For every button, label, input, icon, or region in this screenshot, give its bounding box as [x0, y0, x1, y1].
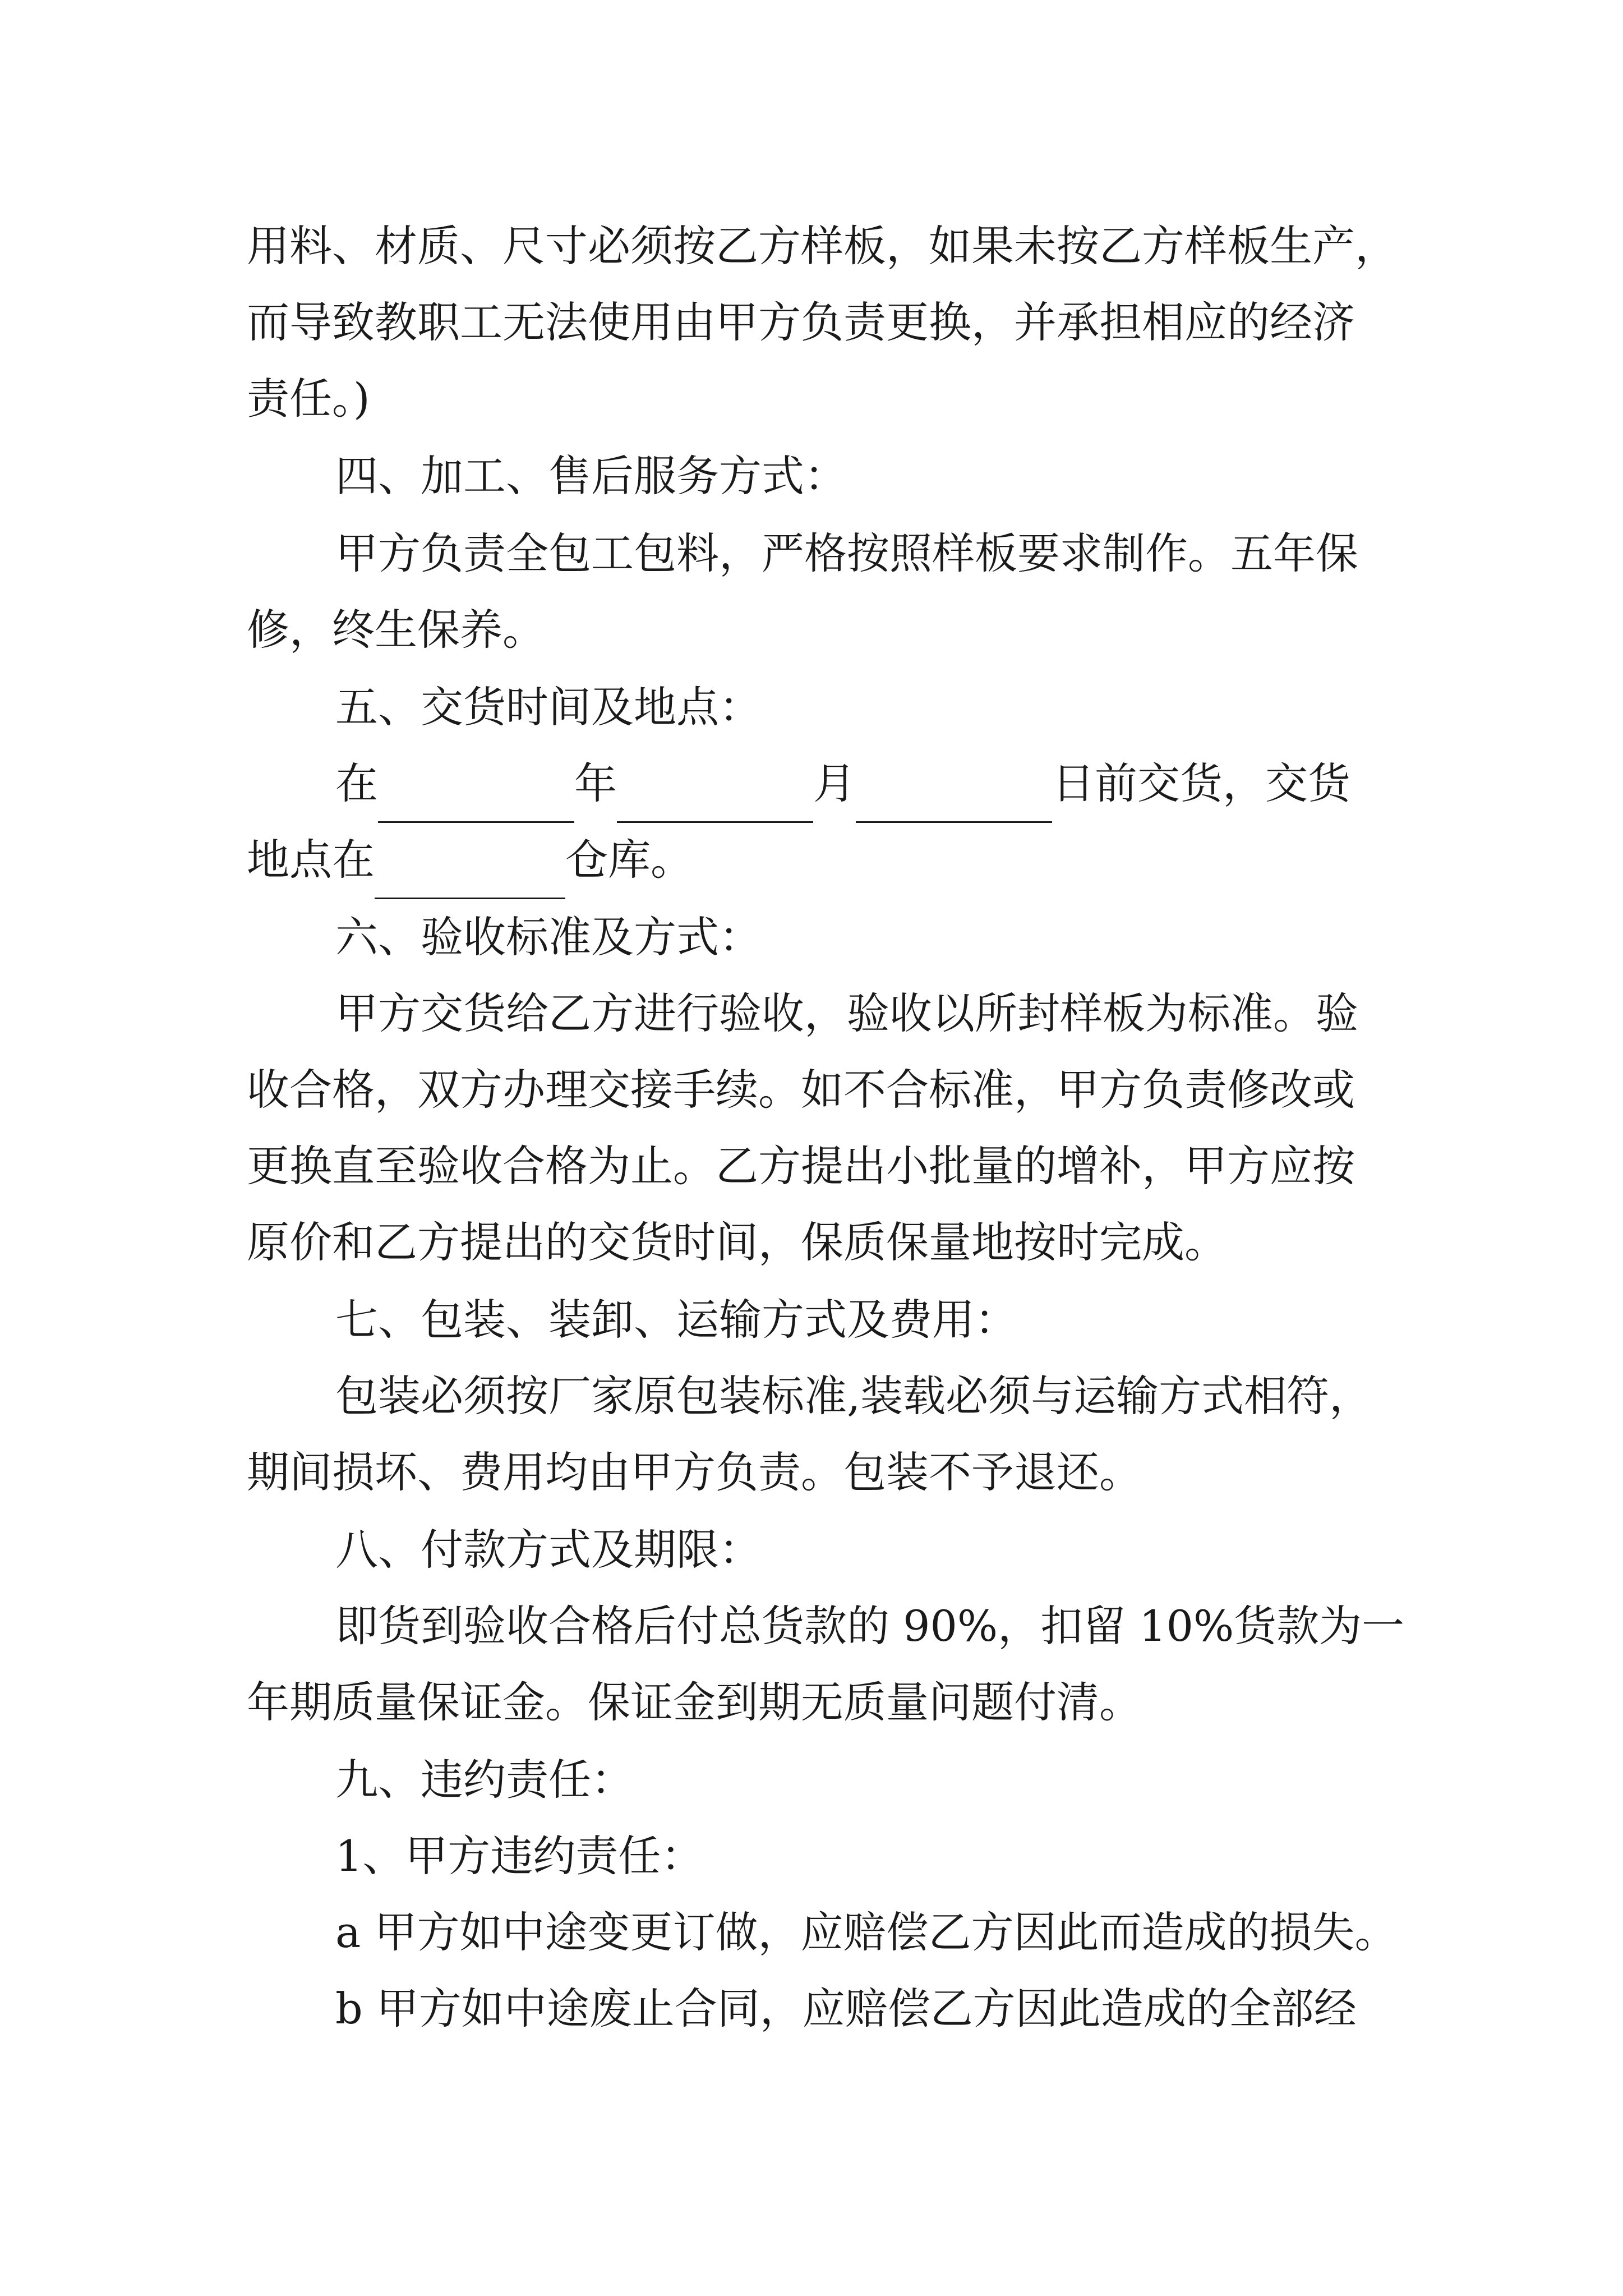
blank-year-field[interactable]	[378, 765, 574, 823]
text-line: 甲方交货给乙方进行验收，验收以所封样板为标准。验	[335, 988, 1358, 1038]
text-line: 甲方负责全包工包料，严格按照样板要求制作。五年保	[335, 528, 1358, 578]
text-line: 包装必须按厂家原包装标准,装载必须与运输方式相符，	[335, 1371, 1372, 1421]
location-fill-line	[247, 821, 1623, 899]
subsection-heading: 1、甲方违约责任：	[335, 1831, 704, 1881]
date-fill-line	[335, 744, 1623, 823]
blank-location-field[interactable]	[375, 841, 565, 899]
section-heading: 四、加工、售后服务方式：	[335, 451, 847, 501]
section-heading: 七、包装、装卸、运输方式及费用：	[335, 1295, 1017, 1345]
list-item: a 甲方如中途变更订做，应赔偿乙方因此而造成的损失。	[335, 1907, 1398, 1957]
text-segment: 年	[574, 758, 617, 808]
text-line: 更换直至验收合格为止。乙方提出小批量的增补，甲方应按	[247, 1141, 1355, 1191]
section-heading: 八、付款方式及期限：	[335, 1525, 762, 1575]
blank-month-field[interactable]	[617, 765, 813, 823]
text-line: 用料、材质、尺寸必须按乙方样板，如果未按乙方样板生产，	[247, 221, 1398, 271]
text-segment: 地点在	[247, 835, 375, 885]
text-line: 原价和乙方提出的交货时间，保质保量地按时完成。	[247, 1217, 1227, 1267]
section-heading: 五、交货时间及地点：	[335, 682, 762, 732]
text-line: 责任。)	[247, 374, 370, 424]
text-line: 期间损坏、费用均由甲方负责。包装不予退还。	[247, 1447, 1142, 1497]
text-segment: 月	[813, 758, 856, 808]
text-line: 即货到验收合格后付总货款的 90%，扣留 10%货款为一	[335, 1601, 1405, 1651]
blank-day-field[interactable]	[856, 765, 1052, 823]
text-line: 修，终生保养。	[247, 605, 545, 655]
text-segment: 在	[335, 758, 378, 808]
section-heading: 六、验收标准及方式：	[335, 912, 762, 962]
text-segment: 仓库。	[565, 835, 693, 885]
list-item: b 甲方如中途废止合同，应赔偿乙方因此造成的全部经	[335, 1984, 1357, 2033]
section-heading: 九、违约责任：	[335, 1755, 634, 1805]
text-line: 年期质量保证金。保证金到期无质量问题付清。	[247, 1677, 1142, 1727]
text-line: 而导致教职工无法使用由甲方负责更换，并承担相应的经济	[247, 297, 1355, 347]
text-segment: 日前交货，交货	[1052, 758, 1350, 808]
text-line: 收合格，双方办理交接手续。如不合标准，甲方负责修改或	[247, 1065, 1355, 1115]
